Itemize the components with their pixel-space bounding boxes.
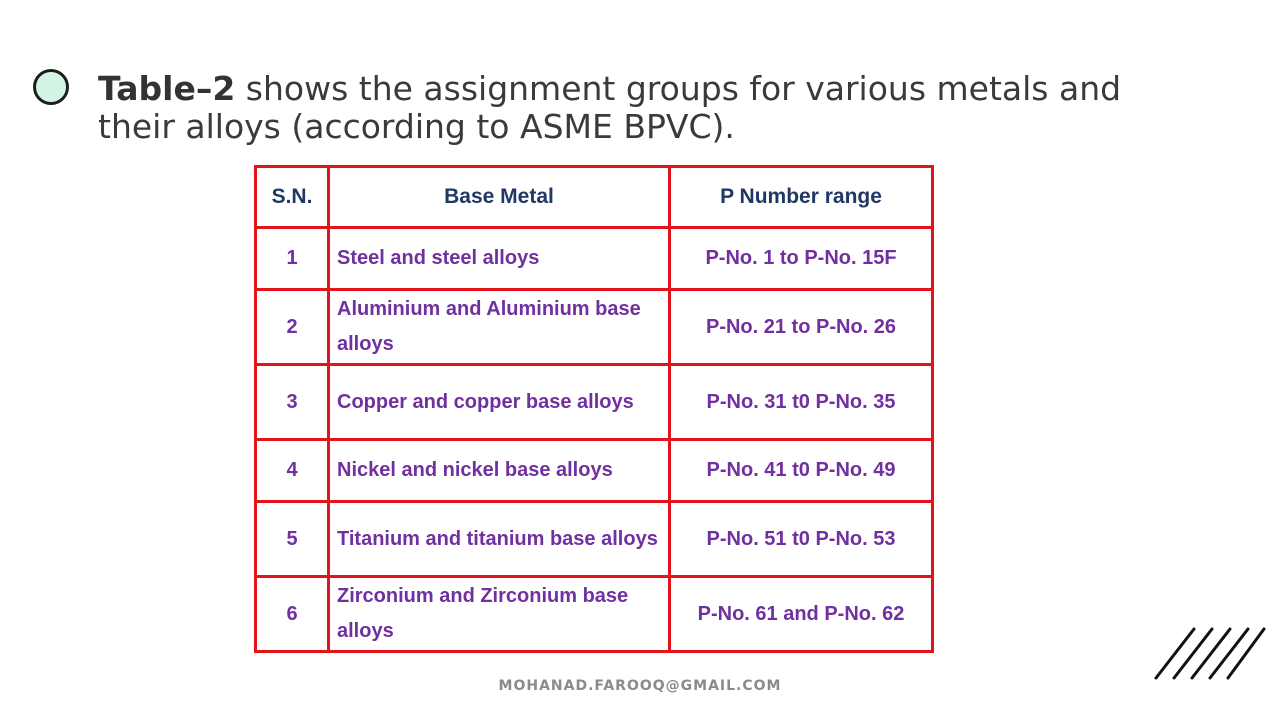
- header-sn: S.N.: [256, 167, 329, 228]
- slide-heading: [98, 70, 1178, 146]
- row-p-range: P-No. 41 t0 P-No. 49: [670, 440, 933, 502]
- circle-bullet-icon: [33, 69, 69, 105]
- row-sn: 5: [256, 502, 329, 577]
- row-base-metal: Copper and copper base alloys: [329, 365, 670, 440]
- row-sn: 2: [256, 290, 329, 365]
- table-row: [256, 228, 933, 290]
- row-sn: 3: [256, 365, 329, 440]
- row-base-metal: Titanium and titanium base alloys: [329, 502, 670, 577]
- table-row: [256, 440, 933, 502]
- row-p-range: P-No. 31 t0 P-No. 35: [670, 365, 933, 440]
- heading-bold-part: Table–2: [98, 69, 236, 108]
- row-base-metal: Zirconium and Zirconium base alloys: [329, 577, 670, 652]
- row-p-range: P-No. 1 to P-No. 15F: [670, 228, 933, 290]
- table-row: [256, 365, 933, 440]
- table-header-row: [256, 167, 933, 228]
- heading-text: shows the assignment groups for various metals and their alloys (according to ASME BPVC).: [98, 69, 1122, 146]
- table-row: [256, 577, 933, 652]
- row-p-range: P-No. 21 to P-No. 26: [670, 290, 933, 365]
- row-sn: 4: [256, 440, 329, 502]
- header-base-metal: Base Metal: [329, 167, 670, 228]
- header-p-number-range: P Number range: [670, 167, 933, 228]
- row-base-metal: Steel and steel alloys: [329, 228, 670, 290]
- table-row: [256, 290, 933, 365]
- row-base-metal: Nickel and nickel base alloys: [329, 440, 670, 502]
- row-base-metal: Aluminium and Aluminium base alloys: [329, 290, 670, 365]
- table-row: [256, 502, 933, 577]
- row-p-range: P-No. 51 t0 P-No. 53: [670, 502, 933, 577]
- footer-email: MOHANAD.FAROOQ@GMAIL.COM: [498, 678, 782, 694]
- row-sn: 6: [256, 577, 329, 652]
- assignment-groups-table: [254, 165, 934, 653]
- assignment-groups-table-container: [254, 165, 934, 653]
- row-p-range: P-No. 61 and P-No. 62: [670, 577, 933, 652]
- diagonal-lines-icon: [1154, 626, 1266, 680]
- row-sn: 1: [256, 228, 329, 290]
